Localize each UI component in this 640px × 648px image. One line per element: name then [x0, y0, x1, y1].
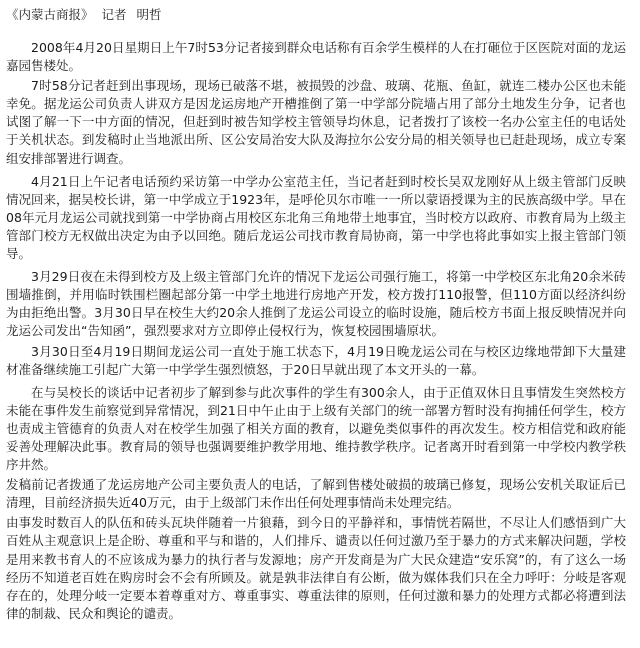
paragraph-forced-construction: 3月29日夜在未得到校方及上级主管部门允许的情况下龙运公司强行施工，将第一中学校区东北角20余米砖围墙推倒，并用临时铁围栏圈起部分第一中学土地进行房地产开发，校方拨打110报警，但110方面以经济纠纷为由拒绝出警。3月30日早在校生大约20余人推倒了龙运公司设立的临时设施，随后校方书面上报反映情况并向龙运公司发出“告知函”，强烈要求对方立即停止侵权行为，恢复校园围墙原状。 — [6, 269, 626, 339]
reporter-label: 记者 — [101, 7, 127, 22]
paragraph-school-interview: 4月21日上午记者电话预约采访第一中学办公室范主任，当记者赶到时校长吴双龙刚好从上级主管部门反映情况回来，据吴校长讲，第一中学成立于1923年，是呼伦贝尔市唯一一所以蒙语授课为主的民族高级中学。早在08年元月龙运公司就找到第一中学协商占用校区东北角三角地带土地事宜，当时校方以政府、市教育局为上级主管部门校方无权做出决定为由予以回绝。随后龙运公司找市教育局协商，第一中学也将此事如实上报主管部门领导。 — [6, 173, 626, 262]
paragraph-developer-call: 发稿前记者拨通了龙运房地产公司主要负责人的电话，了解到售楼处破损的玻璃已修复，现场公安机关取证后已清理，目前经济损失近40万元，由于上级部门未作出任何处理事情尚未处理完结。 — [6, 477, 626, 511]
byline — [6, 6, 626, 24]
paragraph-construction-period: 3月30日至4月19日期间龙运公司一直处于施工状态下，4月19日晚龙运公司在与校区边缘地带卸下大量建材准备继续施工引起广大第一中学学生强烈愤怒，于20日早就出现了本文开头的一幕。 — [6, 343, 626, 377]
paragraph-scene-arrival: 7时58分记者赶到出事现场，现场已破落不堪，被损毁的沙盘、玻璃、花瓶、鱼缸，就连二楼办公区也未能幸免。据龙运公司负责人讲双方是因龙运房地产开槽推倒了第一中学部分院墙占用了部分土地发生分争，记者也试图了解一下一中方面的情况，但赶到时被告知学校主管领导均休息，记者拨打了该校一名办公室主任的电话处于关机状态。到发稿时止当地派出所、区公安局治安大队及海拉尔公安分局的相关领导也已赶赴现场，成立专案组安排部署进行调查。 — [6, 78, 626, 166]
paragraph-commentary: 由事发时数百人的队伍和砖头瓦块伴随着一片狼藉，到今日的平静祥和，事情恍若隔世，不尽让人们感悟到广大百姓从主观意识上是企盼、尊重和平与和谐的，人们排斥、谴责以任何过激乃至于暴力的方式来解决问题，学校是用来教书育人的不应该成为暴力的执行者与发源地；房产开发商是为广大民众建造“安乐窝”的，有了这么一场经历不知道老百姓在购房时会不会有所顾及。就是孰非法律自有公断，做为媒体我们只在全力呼吁：分岐是客观存在的，处理分岐一定要本着尊重对方、尊重事实、尊重法律的原则，任何过激和暴力的处理方式都必将遭到法律的制裁、民众和舆论的谴责。 — [6, 515, 626, 621]
paragraph-principal-talk: 在与吴校长的谈话中记者初步了解到参与此次事件的学生有300余人，由于正值双休日且事情发生突然校方未能在事件发生前察觉到异常情况，到21日中午止由于上级有关部门的统一部署方暂时没有拘捕任何学生，校方也责成主管德育的负责人对在校学生加强了相关方面的教育，以避免类似事件的再次发生。校方相信党和政府能妥善处理解决此事。教育局的领导也强调要维护教学用地、维持教学秩序。记者离开时看到第一中学校内教学秩序井然。 — [6, 384, 626, 473]
source-name: 《内蒙古商报》 — [6, 7, 94, 22]
paragraph-incident-report: 2008年4月20日星期日上午7时53分记者接到群众电话称有百余学生模样的人在打砸位于区医院对面的龙运嘉园售楼处。 — [6, 40, 626, 74]
reporter-name: 明哲 — [136, 7, 162, 22]
